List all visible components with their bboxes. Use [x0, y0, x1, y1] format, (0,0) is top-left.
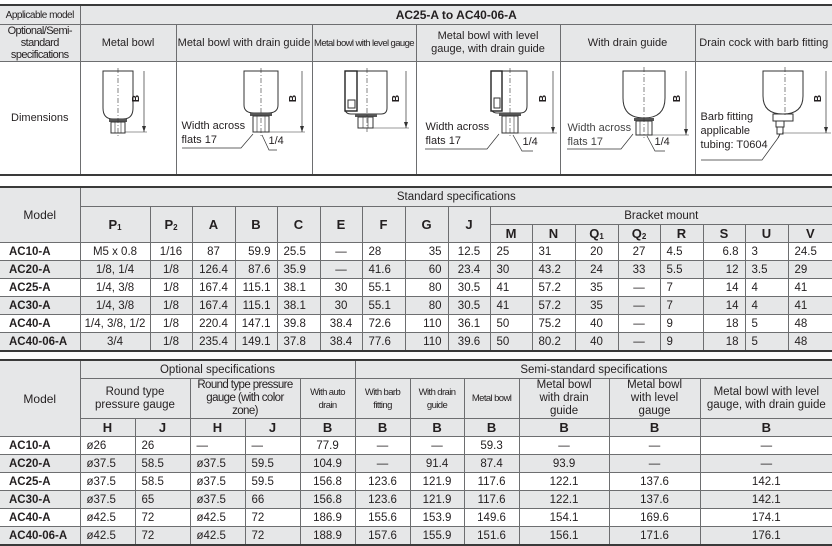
table-cell: 147.1 — [235, 315, 277, 333]
table-cell: M5 x 0.8 — [80, 243, 150, 261]
col-title-with-drain-guide: With drain guide — [560, 25, 695, 62]
table-cell: 155.9 — [410, 527, 464, 546]
dimension-b-label: B — [390, 95, 403, 102]
table-cell: 156.1 — [519, 527, 609, 546]
table-cell: — — [609, 437, 700, 455]
table-cell: 41 — [490, 297, 532, 315]
col-title-level-gauge-drain-guide: Metal bowl with level gauge, with drain guide — [416, 25, 560, 62]
table-cell: 14 — [703, 279, 745, 297]
model-header: Model — [0, 187, 80, 243]
diagram-metal-bowl-drain-guide — [176, 62, 312, 176]
table-cell: 24 — [575, 261, 618, 279]
col-header-j: J — [448, 207, 490, 243]
table-cell: — — [519, 437, 609, 455]
table-row — [0, 297, 832, 315]
col-header-b: B — [519, 419, 609, 437]
table-cell: 122.1 — [519, 491, 609, 509]
subheader-round-gauge-color-zone: Round type pressure gauge (with color zone) — [190, 379, 300, 419]
model-cell: AC40-A — [0, 509, 80, 527]
table-cell: 20 — [575, 243, 618, 261]
table-cell: 155.6 — [355, 509, 410, 527]
table-cell: 38.1 — [277, 297, 320, 315]
table-row — [0, 491, 832, 509]
width-across-label-line1: Width across — [568, 122, 632, 135]
table-cell: — — [700, 437, 832, 455]
table-cell: 18 — [703, 333, 745, 352]
table-cell: 23.4 — [448, 261, 490, 279]
dimension-b-label: B — [537, 95, 550, 102]
table-cell: 25 — [490, 243, 532, 261]
table-cell: 3.5 — [745, 261, 788, 279]
table-row — [0, 333, 832, 352]
table-cell: 149.6 — [464, 509, 519, 527]
table-cell: 14 — [703, 297, 745, 315]
dimension-b-label: B — [812, 95, 825, 102]
table-cell: 48 — [788, 333, 832, 352]
table-cell: 1/8, 1/4 — [80, 261, 150, 279]
table-cell: 156.8 — [300, 473, 355, 491]
table-cell: 35 — [575, 297, 618, 315]
barb-fitting-label-line2: applicable — [701, 125, 751, 138]
model-cell: AC25-A — [0, 473, 80, 491]
table-cell: 80.2 — [532, 333, 575, 352]
table-cell: 50 — [490, 333, 532, 352]
table-cell: 72 — [245, 509, 300, 527]
port-size-label: 1/4 — [655, 136, 670, 149]
table-cell: 7 — [660, 297, 703, 315]
table-cell: 87.4 — [464, 455, 519, 473]
table-cell: 80 — [405, 297, 448, 315]
col-header-b: B — [700, 419, 832, 437]
table-cell: 30.5 — [448, 297, 490, 315]
table-cell: 26 — [135, 437, 190, 455]
applicable-model-value: AC25-A to AC40-06-A — [80, 5, 832, 25]
table-row — [0, 527, 832, 546]
table-cell: 60 — [405, 261, 448, 279]
col-header-p1: $P_1$ — [80, 207, 150, 243]
table-cell: 1/4, 3/8, 1/2 — [80, 315, 150, 333]
diagram-metal-bowl-level-gauge — [312, 62, 416, 176]
table-row — [0, 509, 832, 527]
table-cell: 80 — [405, 279, 448, 297]
model-cell: AC20-A — [0, 455, 80, 473]
col-header-q1: $Q_1$ — [575, 225, 618, 243]
width-across-label-line2: flats 17 — [568, 136, 603, 149]
table-cell: — — [618, 315, 660, 333]
table-cell: ø37.5 — [190, 455, 245, 473]
table-cell: 142.1 — [700, 491, 832, 509]
width-across-label-line1: Width across — [182, 120, 246, 133]
table-cell: 35 — [575, 279, 618, 297]
dimension-b-label: B — [671, 95, 684, 102]
table-row — [0, 473, 832, 491]
col-header-f: F — [362, 207, 405, 243]
col-header-b: B — [410, 419, 464, 437]
table-cell: 12 — [703, 261, 745, 279]
table-cell: ø37.5 — [80, 473, 135, 491]
table-cell: 38.1 — [277, 279, 320, 297]
table-cell: ø42.5 — [80, 509, 135, 527]
table-cell: 9 — [660, 315, 703, 333]
table-cell: 169.6 — [609, 509, 700, 527]
table-cell: ø37.5 — [80, 491, 135, 509]
diagram-with-drain-guide — [560, 62, 695, 176]
model-cell: AC30-A — [0, 491, 80, 509]
col-header-j: J — [135, 419, 190, 437]
table-cell: 167.4 — [192, 297, 235, 315]
dimension-b-label: B — [130, 95, 143, 102]
table-row — [0, 279, 832, 297]
subheader-auto-drain: With auto drain — [300, 379, 355, 419]
table-cell: 176.1 — [700, 527, 832, 546]
col-header-r: R — [660, 225, 703, 243]
metal-bowl-drawing-icon — [81, 62, 177, 174]
port-size-label: 1/4 — [523, 136, 538, 149]
table-cell: 186.9 — [300, 509, 355, 527]
col-header-e: E — [320, 207, 362, 243]
barb-fitting-label-line1: Barb fitting — [701, 111, 754, 124]
table-cell: 121.9 — [410, 473, 464, 491]
table-cell: 35.9 — [277, 261, 320, 279]
port-size-label: 1/4 — [269, 135, 284, 148]
table-cell: 30.5 — [448, 279, 490, 297]
table-cell: 39.6 — [448, 333, 490, 352]
diagram-drain-cock-barb — [695, 62, 832, 176]
table-cell: 30 — [490, 261, 532, 279]
applicable-model-label: Applicable model — [0, 5, 80, 25]
dimensions-row-label: Dimensions — [0, 62, 80, 176]
table-cell: 30 — [320, 279, 362, 297]
table-cell: 57.2 — [532, 297, 575, 315]
table-cell: 117.6 — [464, 491, 519, 509]
col-header-a: A — [192, 207, 235, 243]
table-cell: ø37.5 — [190, 491, 245, 509]
width-across-label-line1: Width across — [426, 121, 490, 134]
col-header-h: H — [190, 419, 245, 437]
table-cell: 50 — [490, 315, 532, 333]
table-cell: 87.6 — [235, 261, 277, 279]
model-cell: AC10-A — [0, 437, 80, 455]
table-cell: — — [618, 279, 660, 297]
semi-standard-specifications-header: Semi-standard specifications — [355, 360, 832, 379]
col-header-n: N — [532, 225, 575, 243]
col-header-b: B — [464, 419, 519, 437]
table-cell: 188.9 — [300, 527, 355, 546]
table-cell: 58.5 — [135, 473, 190, 491]
col-header-b: B — [235, 207, 277, 243]
table-cell: ø42.5 — [190, 509, 245, 527]
optional-table-body — [0, 437, 832, 546]
table-cell: 156.8 — [300, 491, 355, 509]
table-row — [0, 261, 832, 279]
table-cell: 1/16 — [150, 243, 192, 261]
table-cell: 115.1 — [235, 297, 277, 315]
table-cell: 41 — [788, 279, 832, 297]
table-cell: 27 — [618, 243, 660, 261]
table-cell: 30 — [320, 297, 362, 315]
table-cell: 91.4 — [410, 455, 464, 473]
optional-specifications-header: Optional specifications — [80, 360, 355, 379]
spec-row-label: Optional/Semi-standard specifications — [0, 25, 80, 62]
table-cell: 59.5 — [245, 455, 300, 473]
table-cell: 5 — [745, 333, 788, 352]
subheader-level-gauge-drain-guide: Metal bowl with level gauge, with drain guide — [700, 379, 832, 419]
table-cell: 66 — [245, 491, 300, 509]
diagram-metal-bowl — [80, 62, 176, 176]
subheader-metal-bowl: Metal bowl — [464, 379, 519, 419]
col-title-drain-cock-barb: Drain cock with barb fitting — [695, 25, 832, 62]
table-cell: 33 — [618, 261, 660, 279]
table-row — [0, 437, 832, 455]
table-cell: 24.5 — [788, 243, 832, 261]
table-cell: 43.2 — [532, 261, 575, 279]
col-header-s: S — [703, 225, 745, 243]
table-cell: — — [700, 455, 832, 473]
table-cell: 126.4 — [192, 261, 235, 279]
table-cell: 154.1 — [519, 509, 609, 527]
table-cell: 151.6 — [464, 527, 519, 546]
table-cell: 1/8 — [150, 333, 192, 352]
table-cell: 167.4 — [192, 279, 235, 297]
table-cell: 72 — [135, 527, 190, 546]
barb-fitting-label-line3: tubing: T0604 — [701, 139, 768, 152]
table-cell: 77.9 — [300, 437, 355, 455]
standard-specifications-header: Standard specifications — [80, 187, 832, 207]
table-cell: 37.8 — [277, 333, 320, 352]
table-cell: 77.6 — [362, 333, 405, 352]
col-header-p2: $P_2$ — [150, 207, 192, 243]
table-cell: 121.9 — [410, 491, 464, 509]
table-cell: 122.1 — [519, 473, 609, 491]
subheader-barb-fitting: With barb fitting — [355, 379, 410, 419]
table-cell: 31 — [532, 243, 575, 261]
table-cell: 41 — [788, 297, 832, 315]
table-cell: 57.2 — [532, 279, 575, 297]
table-cell: 59.9 — [235, 243, 277, 261]
subheader-metal-bowl-level-gauge: Metal bowl with level gauge — [609, 379, 700, 419]
table-cell: 93.9 — [519, 455, 609, 473]
table-cell: 75.2 — [532, 315, 575, 333]
model-cell: AC20-A — [0, 261, 80, 279]
table-cell: 39.8 — [277, 315, 320, 333]
col-header-q2: $Q_2$ — [618, 225, 660, 243]
table-row — [0, 315, 832, 333]
table-cell: 137.6 — [609, 473, 700, 491]
table-cell: 149.1 — [235, 333, 277, 352]
table-cell: 65 — [135, 491, 190, 509]
table-cell: 55.1 — [362, 297, 405, 315]
table-cell: 1/8 — [150, 315, 192, 333]
table-cell: 41.6 — [362, 261, 405, 279]
table-cell: 48 — [788, 315, 832, 333]
table-cell: 12.5 — [448, 243, 490, 261]
col-header-u: U — [745, 225, 788, 243]
metal-bowl-drain-guide-drawing-icon — [177, 62, 313, 174]
table-cell: 72 — [135, 509, 190, 527]
model-cell: AC10-A — [0, 243, 80, 261]
table-cell: 36.1 — [448, 315, 490, 333]
dimensions-table — [0, 4, 832, 176]
metal-bowl-level-gauge-drawing-icon — [313, 62, 417, 174]
table-cell: 117.6 — [464, 473, 519, 491]
table-cell: 6.8 — [703, 243, 745, 261]
table-row — [0, 243, 832, 261]
model-cell: AC40-06-A — [0, 527, 80, 546]
col-header-h: H — [80, 419, 135, 437]
table-cell: 18 — [703, 315, 745, 333]
table-cell: ø42.5 — [80, 527, 135, 546]
table-cell: 220.4 — [192, 315, 235, 333]
col-header-b: B — [355, 419, 410, 437]
model-cell: AC40-06-A — [0, 333, 80, 352]
table-cell: 123.6 — [355, 473, 410, 491]
width-across-label-line2: flats 17 — [426, 135, 461, 148]
table-cell: 142.1 — [700, 473, 832, 491]
level-gauge-drain-guide-drawing-icon — [417, 62, 561, 174]
with-drain-guide-drawing-icon — [561, 62, 696, 174]
table-cell: 25.5 — [277, 243, 320, 261]
col-header-m: M — [490, 225, 532, 243]
col-title-metal-bowl-level-gauge: Metal bowl with level gauge — [312, 25, 416, 62]
model-cell: AC25-A — [0, 279, 80, 297]
table-cell: 72.6 — [362, 315, 405, 333]
table-cell: ø37.5 — [190, 473, 245, 491]
table-cell: 110 — [405, 315, 448, 333]
table-cell: 4.5 — [660, 243, 703, 261]
table-cell: 40 — [575, 333, 618, 352]
table-cell: 4 — [745, 297, 788, 315]
table-cell: 1/8 — [150, 297, 192, 315]
table-cell: 5 — [745, 315, 788, 333]
table-cell: — — [618, 297, 660, 315]
table-cell: — — [320, 243, 362, 261]
width-across-label-line2: flats 17 — [182, 134, 217, 147]
table-cell: 59.3 — [464, 437, 519, 455]
table-cell: 41 — [490, 279, 532, 297]
col-header-b: B — [609, 419, 700, 437]
optional-semi-standard-table — [0, 359, 832, 546]
table-cell: 38.4 — [320, 333, 362, 352]
table-cell: — — [618, 333, 660, 352]
table-cell: 58.5 — [135, 455, 190, 473]
table-row — [0, 455, 832, 473]
table-cell: 4 — [745, 279, 788, 297]
standard-specifications-table — [0, 186, 832, 352]
table-cell: 9 — [660, 333, 703, 352]
subheader-drain-guide: With drain guide — [410, 379, 464, 419]
table-cell: 40 — [575, 315, 618, 333]
col-title-metal-bowl-drain-guide: Metal bowl with drain guide — [176, 25, 312, 62]
standard-table-body — [0, 243, 832, 352]
table-cell: 104.9 — [300, 455, 355, 473]
col-header-v: V — [788, 225, 832, 243]
table-cell: — — [245, 437, 300, 455]
table-cell: 55.1 — [362, 279, 405, 297]
dimension-b-label: B — [287, 95, 300, 102]
table-cell: 153.9 — [410, 509, 464, 527]
table-cell: 157.6 — [355, 527, 410, 546]
table-cell: 1/4, 3/8 — [80, 279, 150, 297]
table-cell: — — [190, 437, 245, 455]
table-cell: ø42.5 — [190, 527, 245, 546]
bracket-mount-header: Bracket mount — [490, 207, 832, 225]
table-cell: 235.4 — [192, 333, 235, 352]
col-title-metal-bowl: Metal bowl — [80, 25, 176, 62]
diagram-level-gauge-drain-guide — [416, 62, 560, 176]
table-cell: — — [410, 437, 464, 455]
subheader-metal-bowl-drain-guide: Metal bowl with drain guide — [519, 379, 609, 419]
table-cell: 72 — [245, 527, 300, 546]
table-cell: ø37.5 — [80, 455, 135, 473]
table-cell: 174.1 — [700, 509, 832, 527]
col-header-b: B — [300, 419, 355, 437]
table-cell: 3 — [745, 243, 788, 261]
table-cell: — — [320, 261, 362, 279]
table-cell: — — [355, 437, 410, 455]
model-header: Model — [0, 360, 80, 437]
table-cell: 5.5 — [660, 261, 703, 279]
table-cell: 123.6 — [355, 491, 410, 509]
table-cell: — — [609, 455, 700, 473]
subheader-round-gauge: Round type pressure gauge — [80, 379, 190, 419]
table-cell: 137.6 — [609, 491, 700, 509]
table-cell: 29 — [788, 261, 832, 279]
table-cell: 28 — [362, 243, 405, 261]
table-cell: — — [355, 455, 410, 473]
table-cell: 3/4 — [80, 333, 150, 352]
col-header-j: J — [245, 419, 300, 437]
table-cell: 115.1 — [235, 279, 277, 297]
table-cell: 59.5 — [245, 473, 300, 491]
col-header-g: G — [405, 207, 448, 243]
table-cell: 7 — [660, 279, 703, 297]
model-cell: AC30-A — [0, 297, 80, 315]
table-cell: 87 — [192, 243, 235, 261]
table-cell: 38.4 — [320, 315, 362, 333]
table-cell: ø26 — [80, 437, 135, 455]
table-cell: 1/8 — [150, 261, 192, 279]
table-cell: 35 — [405, 243, 448, 261]
table-cell: 1/4, 3/8 — [80, 297, 150, 315]
model-cell: AC40-A — [0, 315, 80, 333]
table-cell: 1/8 — [150, 279, 192, 297]
table-cell: 110 — [405, 333, 448, 352]
table-cell: 171.6 — [609, 527, 700, 546]
col-header-c: C — [277, 207, 320, 243]
